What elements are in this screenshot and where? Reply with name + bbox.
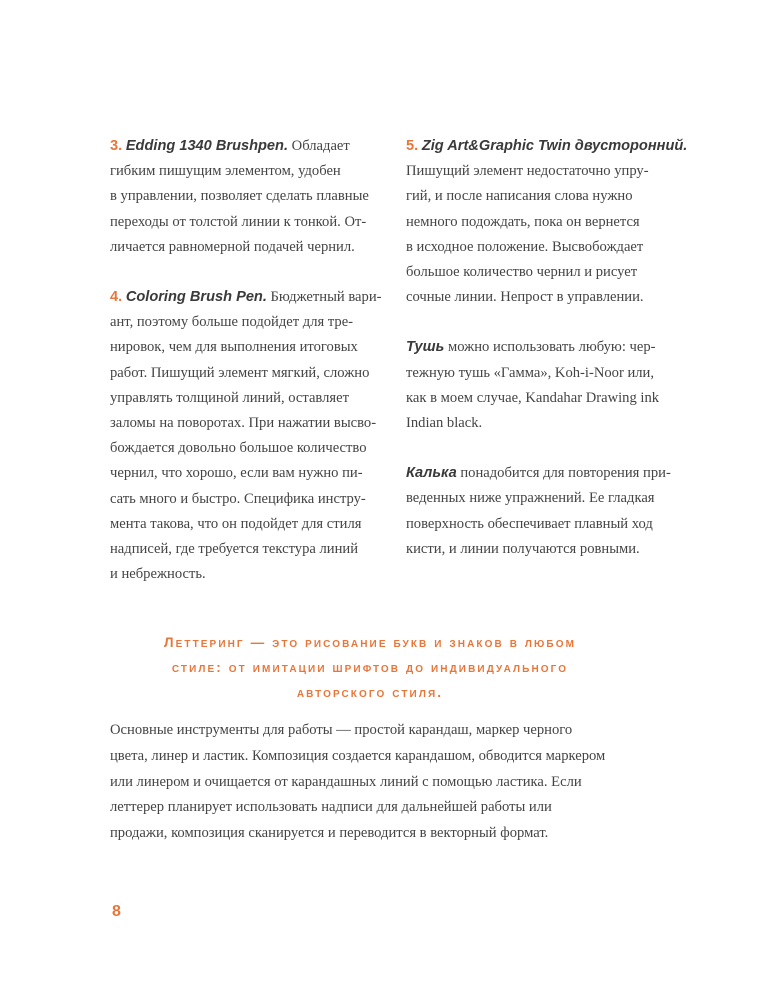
item-text: Indian black.	[406, 415, 483, 432]
body-line: или линером и очищается от карандашных линий с помощью ластика. Если	[110, 773, 582, 790]
ink-paragraph	[406, 335, 691, 436]
right-column	[406, 134, 691, 587]
item-zig-twin	[406, 134, 691, 310]
item-text: нировок, чем для выполнения итоговых	[110, 339, 358, 356]
callout-line: стиле: от имитации шрифтов до индивидуального	[171, 660, 569, 675]
item-text: бождается довольно большое количество	[110, 440, 367, 457]
tracing-paper-paragraph	[406, 461, 691, 562]
item-text: поверхность обеспечивает плавный ход	[406, 515, 653, 532]
item-title: Zig Art&Graphic Twin двусторонний.	[421, 138, 688, 154]
item-text: управлять толщиной линий, оставляет	[110, 389, 349, 406]
item-edding	[110, 134, 380, 260]
lettering-definition-callout	[110, 630, 630, 705]
item-text: Бюджетный вари-	[266, 289, 382, 306]
item-text: надписей, где требуется текстура линий	[110, 541, 359, 558]
item-text: Пишущий элемент недостаточно упру-	[406, 163, 649, 180]
item-text: заломы на поворотах. При нажатии высво-	[110, 415, 377, 432]
item-number: 4.	[110, 289, 123, 306]
item-text: и небрежность.	[110, 566, 206, 583]
item-text: гибким пишущим элементом, удобен	[110, 163, 341, 180]
item-text: большое количество чернил и рисует	[406, 264, 638, 281]
callout-line: Леттеринг — это рисование букв и знаков в любом	[163, 635, 577, 650]
item-text: гий, и после написания слова нужно	[406, 188, 633, 205]
item-text: сать много и быстро. Специфика инстру-	[110, 490, 366, 507]
item-text: тежную тушь «Гамма», Koh-i-Noor или,	[406, 364, 655, 381]
item-title: Edding 1340 Brushpen.	[125, 138, 289, 154]
item-text: сочные линии. Непрост в управлении.	[406, 289, 644, 306]
item-text: как в моем случае, Kandahar Drawing ink	[406, 389, 660, 406]
callout-line: авторского стиля.	[296, 685, 444, 700]
item-title: Coloring Brush Pen.	[125, 289, 267, 306]
item-text: понадобится для повторения при-	[456, 465, 671, 482]
body-line: цвета, линер и ластик. Композиция создается карандашом, обводится маркером	[110, 747, 606, 764]
item-text: в исходное положение. Высвобождает	[406, 238, 644, 255]
item-text: переходы от толстой линии к тонкой. От-	[110, 213, 367, 230]
body-line: продажи, композиция сканируется и переводится в векторный формат.	[110, 825, 549, 842]
body-line: леттерер планирует использовать надписи для дальнейшей работы или	[110, 799, 552, 816]
item-text: чернил, что хорошо, если вам нужно пи-	[110, 465, 363, 482]
item-number: 3.	[110, 138, 123, 154]
ink-title: Тушь	[406, 339, 445, 356]
item-text: можно использовать любую: чер-	[444, 339, 656, 356]
item-text: веденных ниже упражнений. Ее гладкая	[406, 490, 655, 507]
item-number: 5.	[406, 138, 419, 154]
item-text: Обладает	[288, 138, 350, 154]
item-text: работ. Пишущий элемент мягкий, сложно	[110, 364, 370, 381]
tracing-title: Калька	[406, 465, 457, 482]
item-coloring-brush	[110, 285, 380, 587]
item-text: мента такова, что он подойдет для стиля	[110, 515, 362, 532]
body-line: Основные инструменты для работы — простой карандаш, маркер черного	[110, 722, 573, 738]
item-text: ант, поэтому больше подойдет для тре-	[110, 314, 354, 331]
item-text: кисти, и линии получаются ровными.	[406, 540, 640, 557]
left-column	[110, 134, 380, 612]
page-number: 8	[112, 903, 121, 920]
item-text: немного подождать, пока он вернется	[406, 213, 640, 230]
item-text: в управлении, позволяет сделать плавные	[110, 188, 369, 205]
tools-paragraph	[110, 718, 650, 847]
item-text: личается равномерной подачей чернил.	[110, 238, 355, 255]
